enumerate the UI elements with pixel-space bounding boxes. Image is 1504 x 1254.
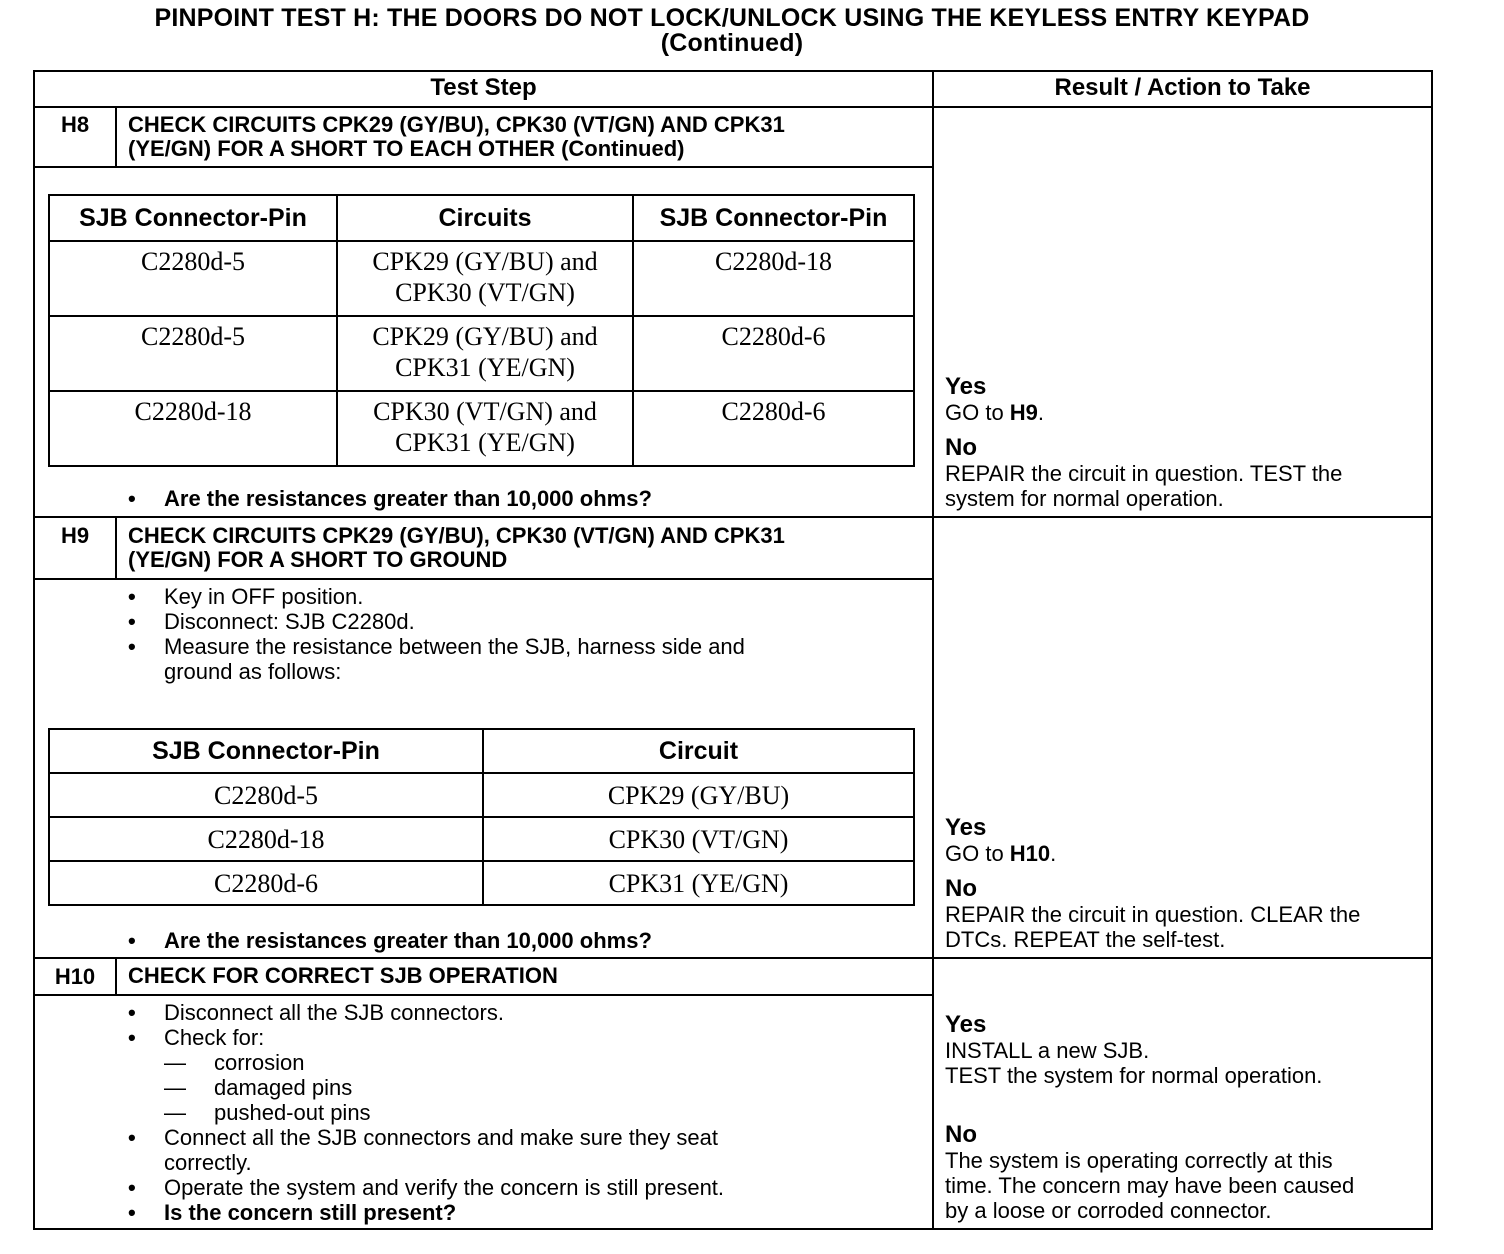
circuit-line: CPK29 (GY/BU) and — [372, 322, 598, 351]
h8-yes-label: Yes — [945, 373, 987, 400]
h8-resistance-table — [48, 194, 915, 467]
h9-question: • Are the resistances greater than 10,000 ohms? — [128, 928, 908, 953]
circuit-cell: CPK29 (GY/BU) — [483, 773, 914, 817]
title-line-2: (Continued) — [660, 29, 804, 57]
h10-question: • Is the concern still present? — [128, 1200, 918, 1225]
h8-no-line2: system for normal operation. — [945, 486, 1224, 511]
step-id-h9: H9 — [60, 523, 90, 548]
h8-yes-target: H9 — [1009, 400, 1038, 425]
h10-no-label: No — [945, 1121, 977, 1148]
header-result: Result / Action to Take — [1054, 74, 1311, 101]
col-header: Circuit — [483, 729, 914, 773]
col-header: SJB Connector-Pin — [49, 195, 337, 241]
list-item: • Disconnect all the SJB connectors. — [128, 1000, 918, 1025]
step-title-h9-line1: CHECK CIRCUITS CPK29 (GY/BU), CPK30 (VT/GN) AND CPK31 — [128, 523, 785, 548]
h10-no-line3: by a loose or corroded connector. — [945, 1198, 1272, 1223]
column-divider — [932, 70, 934, 1230]
header-divider — [33, 106, 1433, 108]
h10-result — [945, 1012, 1431, 1223]
pin-cell: C2280d-5 — [49, 316, 337, 391]
circuits-cell — [337, 316, 633, 391]
circuits-cell — [337, 391, 633, 466]
header-test-step: Test Step — [430, 74, 537, 101]
circuit-cell: CPK30 (VT/GN) — [483, 817, 914, 861]
h9-yes-post: . — [1050, 841, 1057, 866]
list-item: • Operate the system and verify the concern is still present. — [128, 1175, 918, 1200]
circuit-cell: CPK31 (YE/GN) — [483, 861, 914, 905]
list-item — [128, 634, 908, 684]
h10-yes-line1: INSTALL a new SJB. — [945, 1038, 1150, 1063]
circuit-line: CPK30 (VT/GN) and — [373, 397, 597, 426]
step-title-h9-line2: (YE/GN) FOR A SHORT TO GROUND — [128, 547, 508, 572]
list-item: • Disconnect: SJB C2280d. — [128, 609, 908, 634]
list-item-line: ground as follows: — [164, 659, 342, 684]
step-title-h8 — [128, 113, 928, 161]
pin-cell: C2280d-18 — [49, 391, 337, 466]
h10-yes-line2: TEST the system for normal operation. — [945, 1063, 1323, 1088]
h10-no-line2: time. The concern may have been caused — [945, 1173, 1355, 1198]
pin-cell: C2280d-5 — [49, 773, 483, 817]
h9-title-divider — [33, 578, 933, 580]
h8-id-divider — [115, 106, 117, 167]
list-item-line: correctly. — [164, 1150, 252, 1175]
table-row — [49, 241, 914, 316]
h10-no-line1: The system is operating correctly at this — [945, 1148, 1333, 1173]
pin-cell: C2280d-18 — [49, 817, 483, 861]
pin-cell: C2280d-5 — [49, 241, 337, 316]
page-title — [0, 6, 1464, 56]
h8-question: • Are the resistances greater than 10,000 ohms? — [128, 486, 908, 511]
h8-result — [945, 374, 1429, 511]
step-title-h9 — [128, 524, 928, 572]
h10-instructions — [128, 1000, 918, 1225]
pin-cell: C2280d-6 — [633, 316, 914, 391]
circuit-line: CPK31 (YE/GN) — [395, 428, 575, 457]
step-id-h8: H8 — [60, 112, 90, 137]
step-id-h10: H10 — [54, 964, 96, 989]
h9-yes-action — [945, 841, 1431, 866]
step-title-h10: CHECK FOR CORRECT SJB OPERATION — [128, 963, 558, 988]
h9-id-divider — [115, 516, 117, 579]
list-item-line: Connect all the SJB connectors and make sure they seat — [164, 1125, 718, 1150]
col-header: Circuits — [337, 195, 633, 241]
step-h8-bottom — [33, 516, 1433, 518]
table-row — [49, 391, 914, 466]
step-title-h8-line1: CHECK CIRCUITS CPK29 (GY/BU), CPK30 (VT/GN) AND CPK31 — [128, 112, 785, 137]
sub-item: — damaged pins — [128, 1075, 918, 1100]
col-header: SJB Connector-Pin — [49, 729, 483, 773]
table-row — [49, 817, 914, 861]
h9-no-label: No — [945, 875, 977, 902]
table-row — [49, 316, 914, 391]
h9-no-line2: DTCs. REPEAT the self-test. — [945, 927, 1226, 952]
pin-cell: C2280d-18 — [633, 241, 914, 316]
sub-item: — pushed-out pins — [128, 1100, 918, 1125]
step-title-h8-line2: (YE/GN) FOR A SHORT TO EACH OTHER (Continued) — [128, 136, 685, 161]
h8-no-line1: REPAIR the circuit in question. TEST the — [945, 461, 1343, 486]
circuit-line: CPK29 (GY/BU) and — [372, 247, 598, 276]
h10-id-divider — [115, 957, 117, 995]
h8-question-list — [128, 486, 908, 511]
pin-cell: C2280d-6 — [633, 391, 914, 466]
table-row — [49, 773, 914, 817]
col-header: SJB Connector-Pin — [633, 195, 914, 241]
h8-title-divider — [33, 166, 933, 168]
h9-yes-target: H10 — [1009, 841, 1051, 866]
step-h9-bottom — [33, 957, 1433, 959]
sub-item: — corrosion — [128, 1050, 918, 1075]
list-item — [128, 1125, 918, 1175]
h10-yes-label: Yes — [945, 1011, 987, 1038]
h9-yes-pre: GO to — [945, 841, 1010, 866]
h9-resistance-table — [48, 728, 915, 906]
h9-result — [945, 815, 1431, 952]
h10-title-divider — [33, 994, 933, 996]
table-row — [49, 861, 914, 905]
circuits-cell — [337, 241, 633, 316]
h8-yes-pre: GO to — [945, 400, 1010, 425]
circuit-line: CPK31 (YE/GN) — [395, 353, 575, 382]
list-item: • Key in OFF position. — [128, 584, 908, 609]
h9-instructions — [128, 584, 908, 684]
title-line-1: PINPOINT TEST H: THE DOORS DO NOT LOCK/UNLOCK USING THE KEYLESS ENTRY KEYPAD — [154, 4, 1310, 32]
list-item: • Check for: — [128, 1025, 918, 1050]
circuit-line: CPK30 (VT/GN) — [395, 278, 575, 307]
h8-no-label: No — [945, 434, 977, 461]
h9-question-list — [128, 928, 908, 953]
h8-yes-post: . — [1037, 400, 1045, 425]
h9-no-line1: REPAIR the circuit in question. CLEAR the — [945, 902, 1361, 927]
pin-cell: C2280d-6 — [49, 861, 483, 905]
list-item-line: Measure the resistance between the SJB, harness side and — [164, 634, 745, 659]
h9-yes-label: Yes — [945, 814, 987, 841]
h8-yes-action — [945, 400, 1429, 425]
